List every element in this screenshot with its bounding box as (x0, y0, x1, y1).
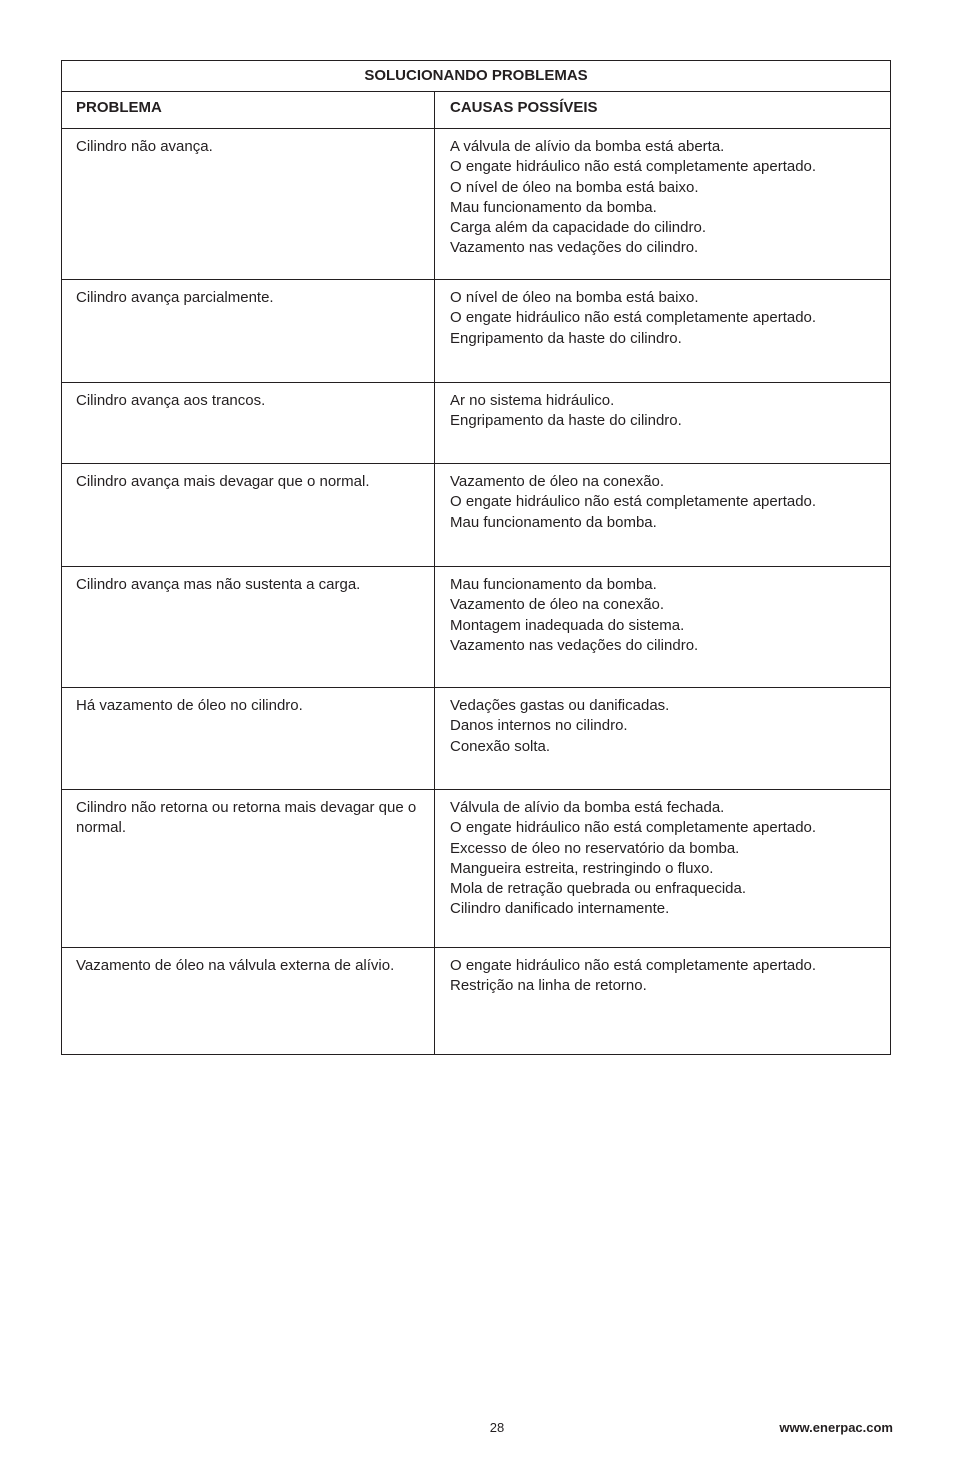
cause-item: O engate hidráulico não está completamente apertado. (450, 957, 817, 974)
causes-column-header: CAUSAS POSSÍVEIS (435, 92, 891, 129)
causes-cell (435, 688, 891, 790)
table-title: SOLUCIONANDO PROBLEMAS (62, 61, 891, 92)
cause-item: Montagem inadequada do sistema. (450, 616, 685, 634)
cause-item: O engate hidráulico não está completamente apertado. (450, 158, 817, 176)
table-row (62, 280, 891, 383)
table-row (62, 464, 891, 567)
causes-cell (435, 790, 891, 948)
cause-item: Cilindro danificado internamente. (450, 900, 670, 918)
cause-item: Vedações gastas ou danificadas. (450, 697, 670, 714)
causes-cell (435, 383, 891, 464)
cause-item: Válvula de alívio da bomba está fechada. (450, 799, 725, 816)
problem-cell: Vazamento de óleo na válvula externa de alívio. (62, 948, 435, 1055)
problem-cell: Cilindro avança aos trancos. (62, 383, 435, 464)
table-row (62, 948, 891, 1055)
cause-item: Vazamento de óleo na conexão. (450, 596, 665, 614)
cause-item: Engripamento da haste do cilindro. (450, 412, 682, 430)
problem-cell: Cilindro avança parcialmente. (62, 280, 435, 383)
causes-cell (435, 129, 891, 280)
cause-item: Excesso de óleo no reservatório da bomba. (450, 839, 740, 857)
problem-cell: Há vazamento de óleo no cilindro. (62, 688, 435, 790)
cause-item: O engate hidráulico não está completamente apertado. (450, 493, 817, 511)
cause-item: Engripamento da haste do cilindro. (450, 329, 682, 347)
problem-cell: Cilindro não retorna ou retorna mais devagar que o normal. (62, 790, 435, 948)
table-row (62, 688, 891, 790)
cause-item: Danos internos no cilindro. (450, 717, 628, 735)
page-number: 28 (489, 1420, 505, 1435)
table-row (62, 567, 891, 688)
cause-item: Mangueira estreita, restringindo o fluxo. (450, 859, 714, 877)
cause-item: O nível de óleo na bomba está baixo. (450, 178, 699, 196)
cause-item: Vazamento nas vedações do cilindro. (450, 636, 699, 654)
cause-item: Mau funcionamento da bomba. (450, 198, 657, 216)
cause-item: Mola de retração quebrada ou enfraquecida. (450, 880, 747, 898)
problem-column-header: PROBLEMA (62, 92, 435, 129)
cause-item: O engate hidráulico não está completamente apertado. (450, 819, 817, 837)
cause-item: Ar no sistema hidráulico. (450, 392, 615, 409)
causes-cell (435, 464, 891, 567)
causes-cell (435, 567, 891, 688)
cause-item: Restrição na linha de retorno. (450, 977, 647, 995)
cause-item: Vazamento de óleo na conexão. (450, 473, 665, 490)
table-row (62, 383, 891, 464)
cause-item: Carga além da capacidade do cilindro. (450, 219, 706, 237)
cause-item: Mau funcionamento da bomba. (450, 576, 657, 593)
table-body (62, 129, 891, 1055)
causes-cell (435, 280, 891, 383)
website-url: www.enerpac.com (779, 1420, 893, 1435)
cause-item: Conexão solta. (450, 737, 551, 755)
table-row (62, 129, 891, 280)
cause-item: Vazamento nas vedações do cilindro. (450, 239, 699, 257)
problem-cell: Cilindro avança mas não sustenta a carga. (62, 567, 435, 688)
table-row (62, 790, 891, 948)
problem-cell: Cilindro avança mais devagar que o normal. (62, 464, 435, 567)
cause-item: O nível de óleo na bomba está baixo. (450, 289, 699, 306)
troubleshooting-table (61, 60, 891, 1055)
cause-item: A válvula de alívio da bomba está aberta. (450, 138, 725, 155)
cause-item: Mau funcionamento da bomba. (450, 513, 657, 531)
cause-item: O engate hidráulico não está completamente apertado. (450, 309, 817, 327)
problem-cell: Cilindro não avança. (62, 129, 435, 280)
causes-cell (435, 948, 891, 1055)
